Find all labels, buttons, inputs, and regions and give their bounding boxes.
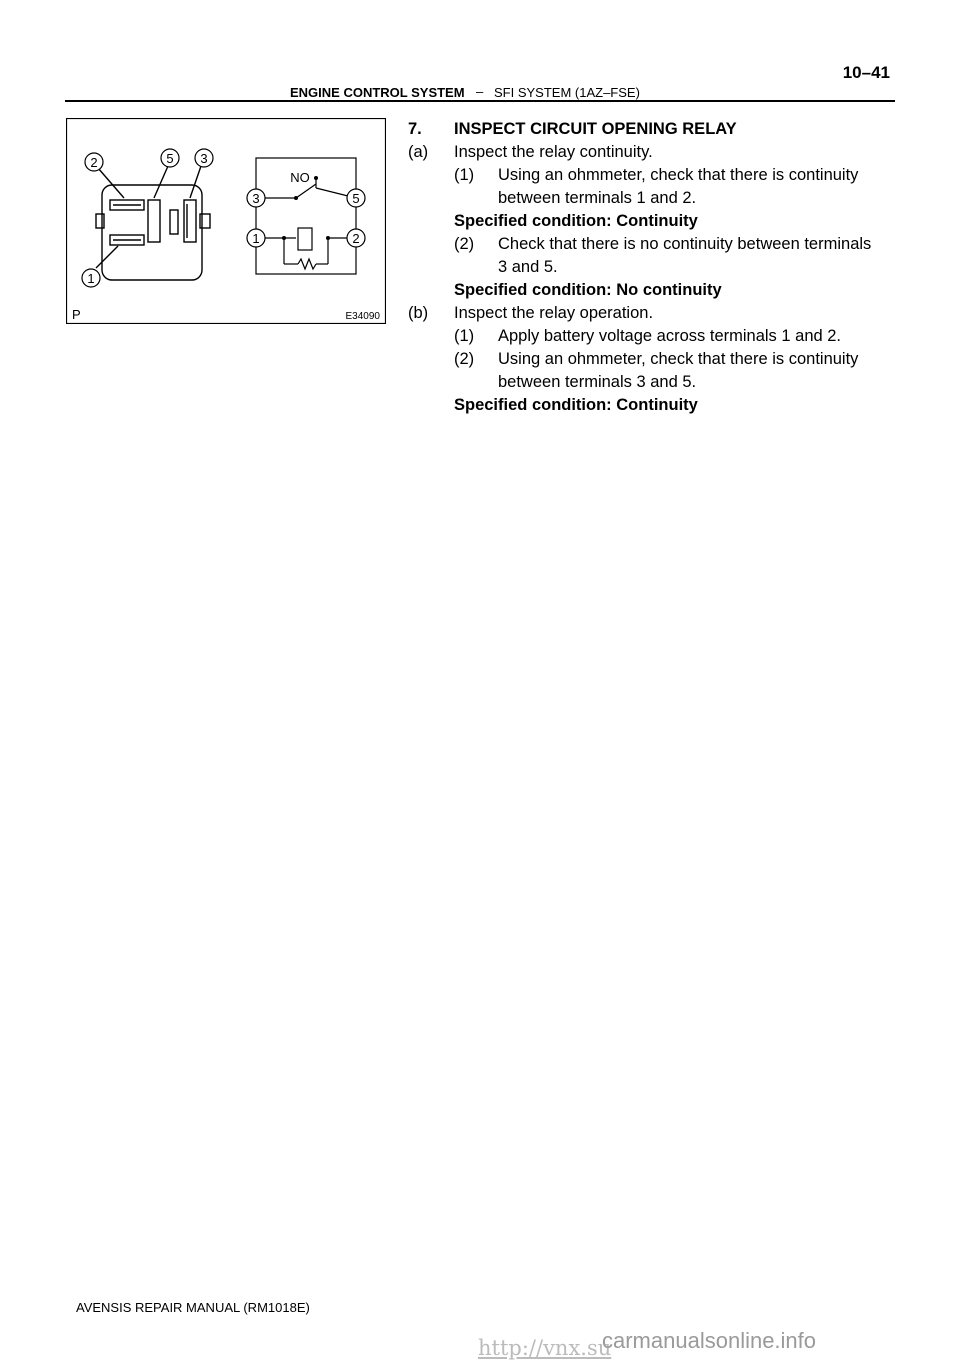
spec-b2: Specified condition: Continuity: [454, 396, 698, 414]
item-a1: [408, 164, 896, 187]
substep-b: [408, 302, 896, 325]
spec-a1: Specified condition: Continuity: [454, 212, 698, 230]
item-a2-line1: Check that there is no continuity between terminals: [498, 235, 872, 253]
header-separator: –: [476, 84, 484, 99]
connector-terminal-1-label: 1: [87, 271, 95, 286]
figure-frame: [67, 119, 386, 324]
procedure-text: [408, 118, 896, 417]
schematic-terminal-2-label: 2: [352, 231, 360, 246]
substep-b-number: (b): [408, 304, 429, 322]
item-a1-line1: Using an ohmmeter, check that there is continuity: [498, 166, 859, 184]
subsection-title: SFI SYSTEM (1AZ–FSE): [494, 85, 640, 100]
item-a1-line2: between terminals 1 and 2.: [498, 189, 697, 207]
item-b2-number: (2): [454, 350, 475, 368]
schematic-terminal-5-label: 5: [352, 191, 360, 206]
site-watermark: carmanualsonline.info: [602, 1328, 817, 1353]
connector-terminal-5-label: 5: [166, 151, 174, 166]
schematic-terminal-1-label: 1: [252, 231, 260, 246]
step-heading: [408, 118, 896, 141]
connector-terminal-3-label: 3: [200, 151, 208, 166]
section-title: ENGINE CONTROL SYSTEM: [290, 85, 465, 100]
substep-a: [408, 141, 896, 164]
page-number: 10–41: [842, 63, 890, 82]
substep-a-number: (a): [408, 143, 429, 161]
switch-arrow-tip: [314, 176, 318, 180]
item-b1-text: Apply battery voltage across terminals 1 and 2.: [498, 327, 842, 345]
item-b2-line2: between terminals 3 and 5.: [498, 373, 697, 391]
switch-no-label: NO: [290, 170, 310, 185]
item-b1-number: (1): [454, 327, 475, 345]
figure-code: E34090: [345, 311, 380, 322]
item-a1-cont: [408, 187, 896, 210]
schematic-terminal-3-label: 3: [252, 191, 260, 206]
step-title: INSPECT CIRCUIT OPENING RELAY: [454, 120, 737, 138]
connector-terminal-2-label: 2: [90, 155, 98, 170]
item-b2-line1: Using an ohmmeter, check that there is continuity: [498, 350, 859, 368]
corner-mark: P: [72, 307, 81, 322]
source-url-link[interactable]: http://vnx.su: [478, 1336, 612, 1360]
manual-footer: AVENSIS REPAIR MANUAL (RM1018E): [76, 1300, 310, 1315]
substep-a-text: Inspect the relay continuity.: [454, 143, 653, 161]
item-a2: [408, 233, 896, 256]
item-a2-number: (2): [454, 235, 475, 253]
item-a2-line2: 3 and 5.: [498, 258, 558, 276]
substep-b-text: Inspect the relay operation.: [454, 304, 654, 322]
item-a2-cont: [408, 256, 896, 279]
item-b1: [408, 325, 896, 348]
item-b2-cont: [408, 371, 896, 394]
item-b2: [408, 348, 896, 371]
step-number: 7.: [408, 120, 422, 138]
header-rule: [65, 100, 895, 102]
spec-a2: Specified condition: No continuity: [454, 281, 722, 299]
item-a1-number: (1): [454, 166, 475, 184]
relay-figure: [66, 118, 386, 324]
